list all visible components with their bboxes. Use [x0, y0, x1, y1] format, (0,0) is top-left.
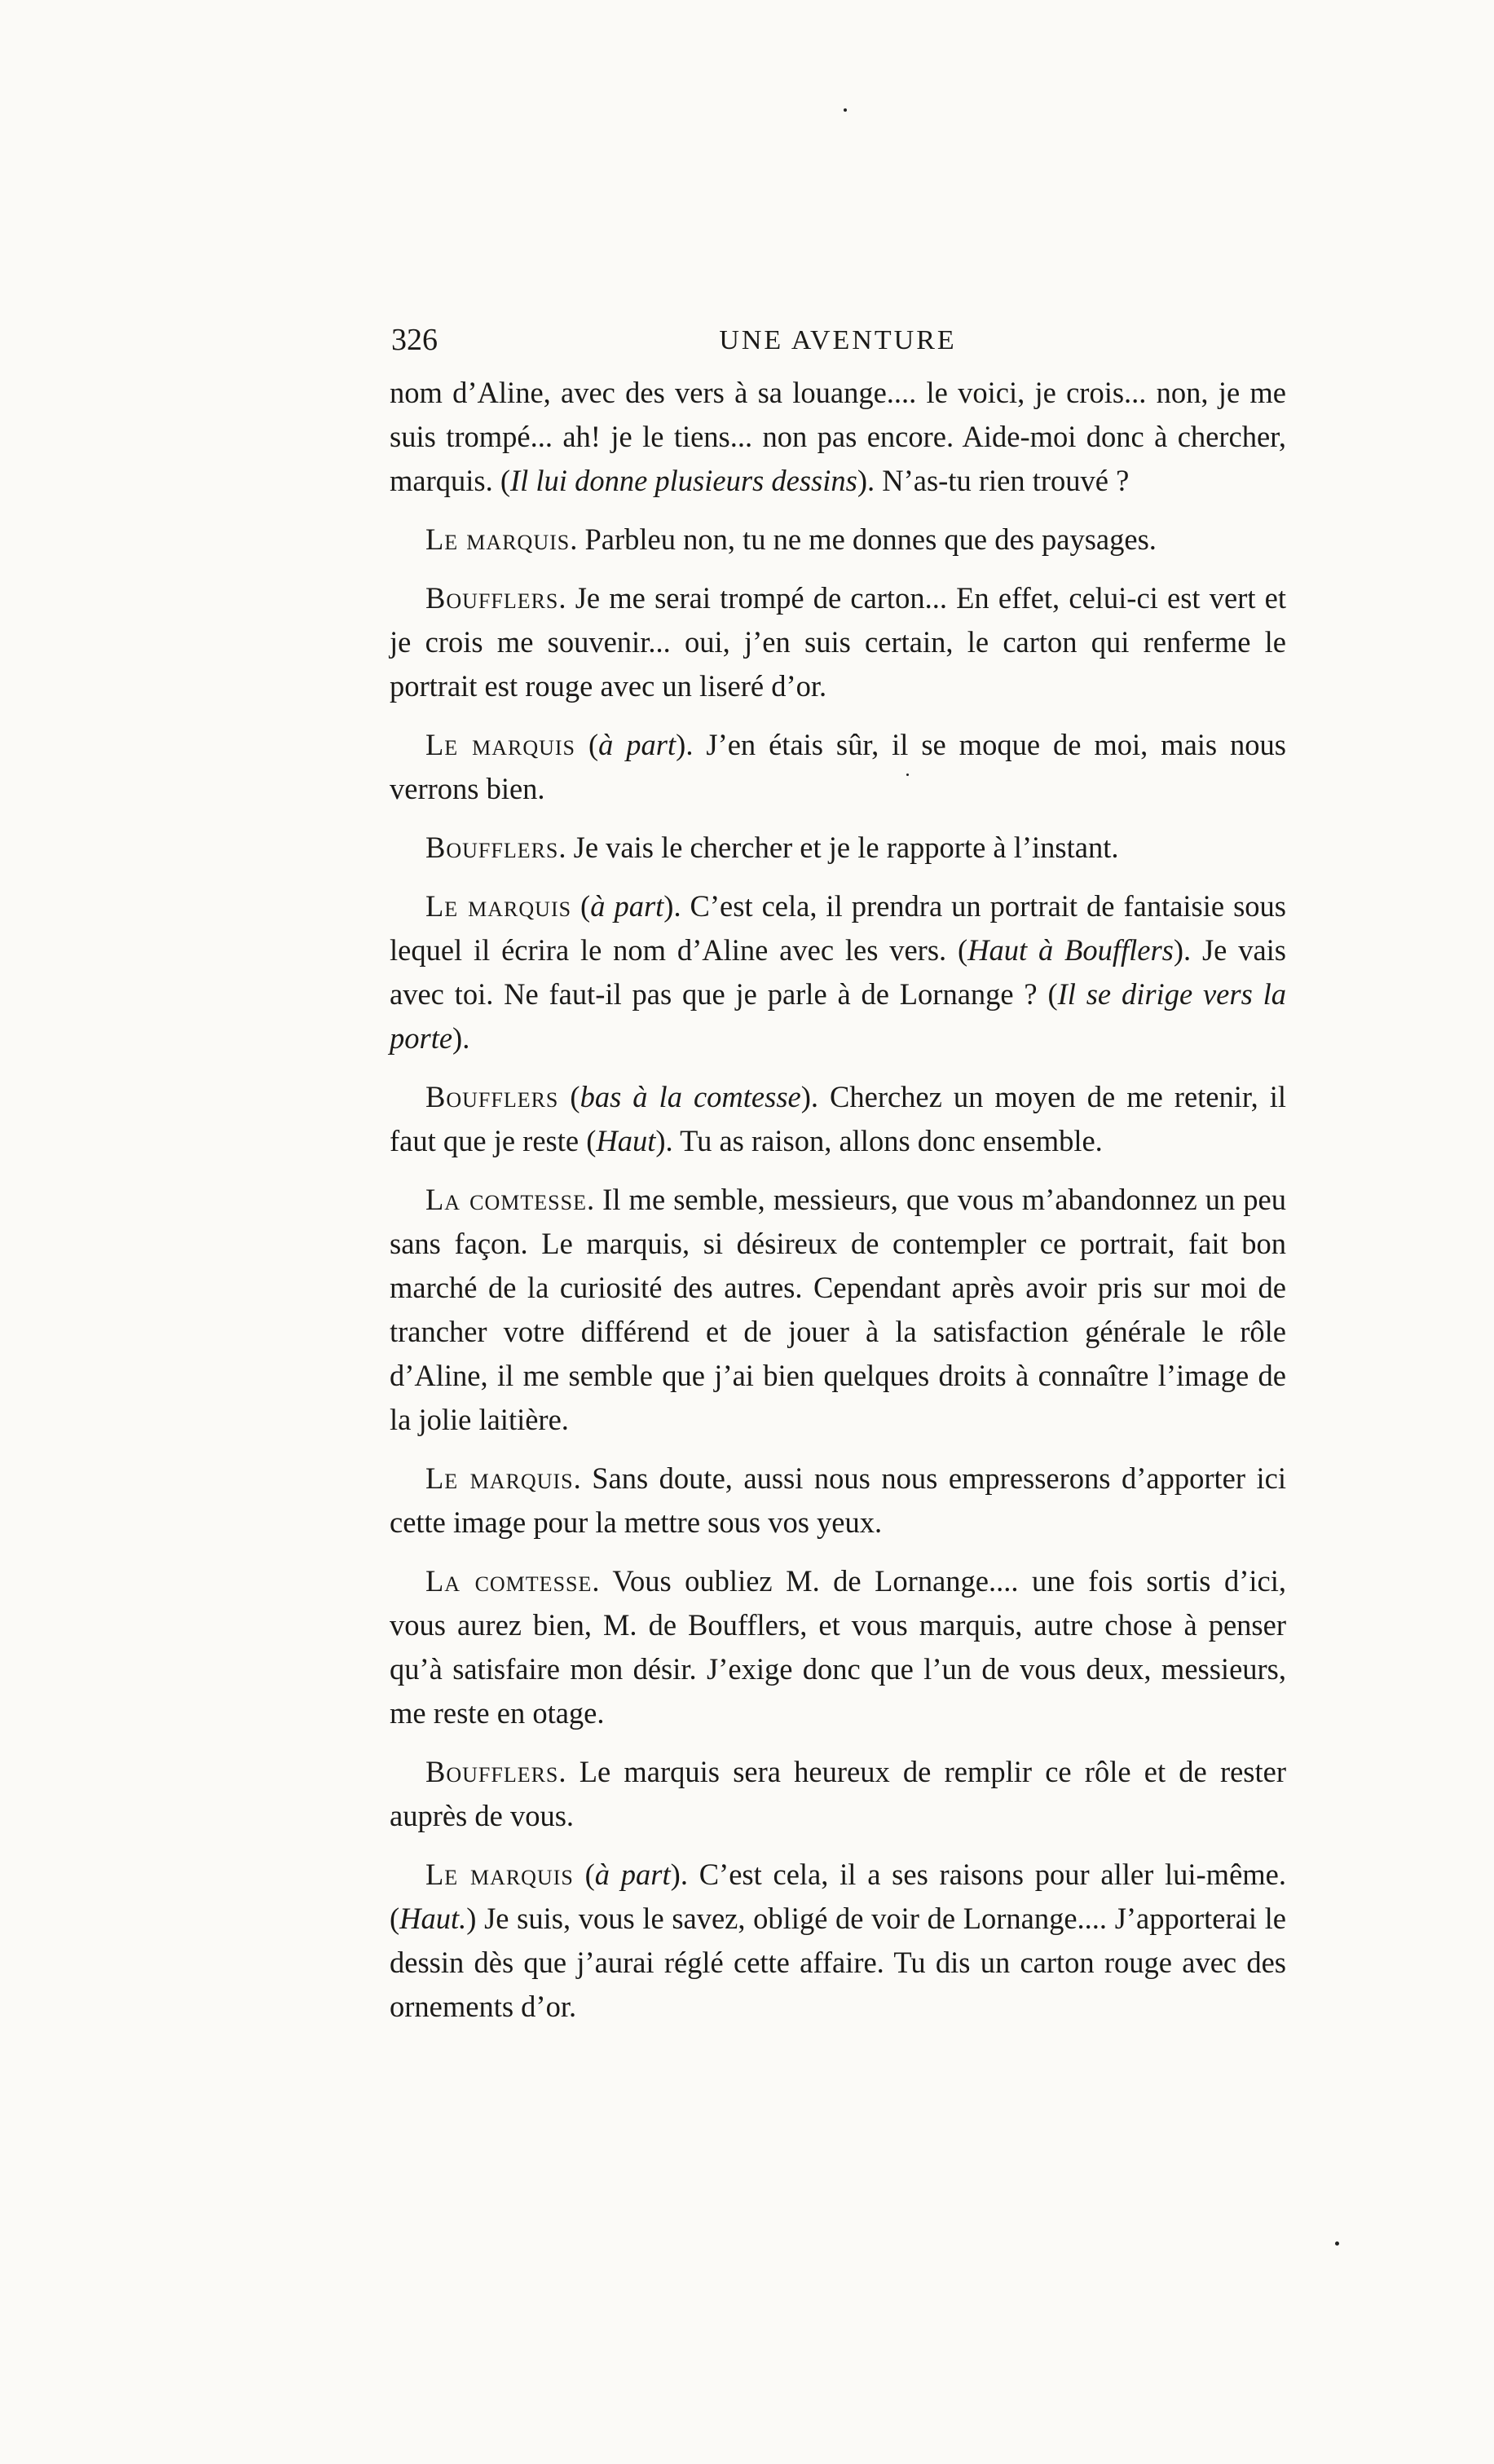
- speaker: Le marquis: [425, 1461, 574, 1495]
- paragraph-1: Le marquis. Parbleu non, tu ne me donnes que des paysages.: [425, 522, 1157, 556]
- speaker: La comtesse: [425, 1183, 587, 1216]
- paragraph-7: La comtesse. Il me semble, messieurs, que vous m’abandonnez un peu sans façon. Le marquis, si désireux de contempler ce portrait, fait bon marché de la curiosité des autres. Cependant après avoir pris sur moi de trancher votre différend et de jouer à la satisfaction générale le rôle d’Aline, il me semble que j’ai bien quelques droits à connaître l’image de la jolie laitière.: [390, 1183, 1287, 1436]
- speaker: Le marquis: [425, 522, 571, 556]
- stage-direction: à part: [594, 1858, 671, 1891]
- speaker: Boufflers: [425, 1755, 559, 1788]
- speaker: Boufflers: [425, 831, 559, 864]
- paragraph-3: Le marquis (à part). J’en étais sûr, il se moque de moi, mais nous verrons bien.: [390, 728, 1286, 805]
- scan-speck: [906, 774, 909, 776]
- speaker: Le marquis: [425, 728, 576, 761]
- paragraph-10: Boufflers. Le marquis sera heureux de remplir ce rôle et de rester auprès de vous.: [390, 1755, 1286, 1832]
- stage-direction: à part: [590, 889, 664, 923]
- book-page: [390, 322, 1286, 2029]
- paragraph-0: nom d’Aline, avec des vers à sa louange.... le voici, je crois... non, je me suis trompé... ah! je le tiens... non pas encore. Aide-moi donc à chercher, marquis. (Il lui donne plusieurs dessins). N’as-tu rien trouvé ?: [390, 376, 1286, 497]
- paragraph-6: Boufflers (bas à la comtesse). Cherchez un moyen de me retenir, il faut que je reste (Haut). Tu as raison, allons donc ensemble.: [390, 1080, 1287, 1157]
- scan-speck: [844, 108, 847, 112]
- speaker: Boufflers: [425, 581, 559, 615]
- stage-direction: à part: [598, 728, 676, 761]
- paragraph-11: Le marquis (à part). C’est cela, il a ses raisons pour aller lui-même. (Haut.) Je suis, vous le savez, obligé de voir de Lornange.... J’apporterai le dessin dès que j’aurai réglé cette affaire. Tu dis un carton rouge avec des ornements d’or.: [390, 1858, 1286, 2023]
- page-header: [390, 322, 1286, 371]
- paragraph-9: La comtesse. Vous oubliez M. de Lornange.... une fois sortis d’ici, vous aurez bien, M. de Boufflers, et vous marquis, autre chose à penser qu’à satisfaire mon désir. J’exige donc que l’un de vous deux, messieurs, me reste en otage.: [390, 1564, 1286, 1730]
- paragraph-5: Le marquis (à part). C’est cela, il prendra un portrait de fantaisie sous lequel il écrira le nom d’Aline avec les vers. (Haut à Boufflers). Je vais avec toi. Ne faut-il pas que je parle à de Lornange ? (Il se dirige vers la porte).: [390, 889, 1287, 1055]
- paragraph-8: Le marquis. Sans doute, aussi nous nous empresserons d’apporter ici cette image pour la mettre sous vos yeux.: [390, 1461, 1286, 1539]
- stage-direction: bas à la comtesse: [580, 1080, 801, 1113]
- speaker: Le marquis: [425, 1858, 574, 1891]
- scan-speck: [1335, 2241, 1339, 2246]
- paragraph-4: Boufflers. Je vais le chercher et je le rapporte à l’instant.: [425, 831, 1119, 864]
- page-number: 326: [391, 323, 438, 357]
- paragraph-2: Boufflers. Je me serai trompé de carton... En effet, celui-ci est vert et je crois me souvenir... oui, j’en suis certain, le carton qui renferme le portrait est rouge avec un liseré d’or.: [390, 581, 1286, 703]
- body-text: [390, 371, 1286, 2029]
- speaker: Le marquis: [425, 889, 572, 923]
- running-title: UNE AVENTURE: [719, 325, 957, 355]
- speaker: La comtesse: [425, 1564, 593, 1598]
- speaker: Boufflers: [425, 1080, 559, 1113]
